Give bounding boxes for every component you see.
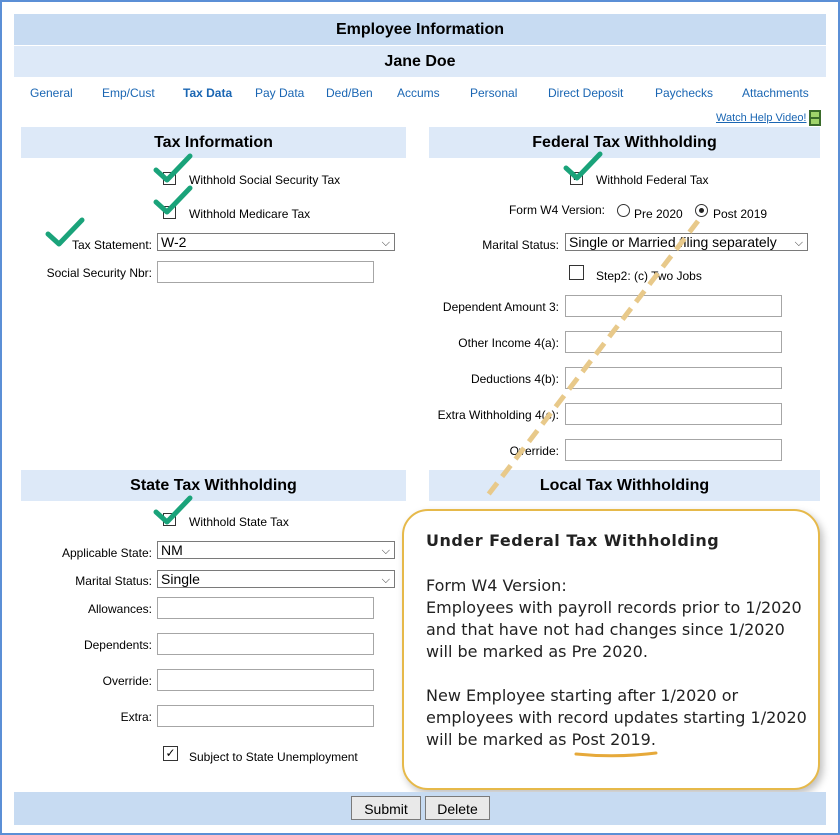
info-callout	[402, 509, 820, 790]
applicable-state-value: NM	[161, 542, 183, 558]
tax-statement-label: Tax Statement:	[71, 238, 152, 252]
tab-ded-ben[interactable]: Ded/Ben	[326, 86, 373, 100]
check-mark-icon	[152, 152, 194, 184]
state-marital-select[interactable]	[157, 570, 395, 588]
allowances-label: Allowances:	[87, 602, 152, 616]
federal-marital-value: Single or Married filing separately	[569, 234, 777, 250]
ssn-label: Social Security Nbr:	[46, 266, 152, 280]
tab-personal[interactable]: Personal	[470, 86, 518, 100]
withhold-state-label: Withhold State Tax	[189, 515, 289, 529]
w4-post2019-label: Post 2019	[713, 207, 768, 221]
withhold-federal-checkbox[interactable]: ✓	[571, 172, 582, 184]
check-mark-icon	[562, 150, 604, 182]
chevron-down-icon: ⌵	[381, 237, 390, 249]
withhold-ss-checkbox[interactable]: ✓	[164, 172, 175, 184]
tax-statement-select[interactable]	[157, 233, 395, 251]
chevron-down-icon: ⌵	[381, 545, 390, 557]
sui-label: Subject to State Unemployment	[189, 750, 358, 764]
underline-highlight	[574, 749, 658, 759]
federal-header: Federal Tax Withholding	[429, 127, 820, 158]
callout-connector	[480, 215, 710, 500]
page-title: Employee Information	[14, 14, 826, 45]
deductions-label: Deductions 4(b):	[470, 372, 559, 386]
sui-checkbox[interactable]: ✓	[163, 746, 178, 761]
chevron-down-icon: ⌵	[794, 237, 803, 249]
ssn-input[interactable]	[157, 261, 374, 283]
film-icon[interactable]	[808, 110, 822, 126]
dependents-input[interactable]	[157, 633, 374, 655]
state-override-label: Override:	[102, 674, 152, 688]
state-header: State Tax Withholding	[21, 470, 406, 501]
step2-two-jobs-label: Step2: (c) Two Jobs	[596, 269, 702, 283]
applicable-state-select[interactable]	[157, 541, 395, 559]
tab-tax-data[interactable]: Tax Data	[183, 86, 233, 100]
state-extra-label: Extra:	[120, 710, 152, 724]
callout-paragraph-2: New Employee starting after 1/2020 or employees with record updates starting 1/2020 will be marked as Post 2019.	[426, 686, 807, 749]
w4-version-label: Form W4 Version:	[508, 203, 605, 217]
employee-name: Jane Doe	[14, 46, 826, 77]
extra-withholding-label: Extra Withholding 4(c):	[437, 408, 559, 422]
chevron-down-icon: ⌵	[381, 574, 390, 586]
withhold-ss-label: Withhold Social Security Tax	[189, 173, 341, 187]
tab-accums[interactable]: Accums	[397, 86, 440, 100]
tab-general[interactable]: General	[30, 86, 73, 100]
check-mark-icon	[152, 494, 194, 526]
tax-information-header: Tax Information	[21, 127, 406, 158]
check-mark-icon	[152, 184, 194, 216]
tax-statement-value: W-2	[161, 234, 187, 250]
w4-pre2020-label: Pre 2020	[634, 207, 683, 221]
dependents-label: Dependents:	[83, 638, 152, 652]
allowances-input[interactable]	[157, 597, 374, 619]
callout-paragraph-1: Form W4 Version: Employees with payroll records prior to 1/2020 and that have not had changes since 1/2020 will be marked as Pre 2020.	[426, 576, 802, 661]
state-extra-input[interactable]	[157, 705, 374, 727]
tab-emp-cust[interactable]: Emp/Cust	[102, 86, 155, 100]
tab-pay-data[interactable]: Pay Data	[255, 86, 305, 100]
state-marital-label: Marital Status:	[75, 574, 152, 588]
tab-paychecks[interactable]: Paychecks	[655, 86, 714, 100]
withhold-state-checkbox[interactable]: ✓	[164, 513, 175, 525]
tab-attachments[interactable]: Attachments	[742, 86, 809, 100]
tab-direct-deposit[interactable]: Direct Deposit	[548, 86, 624, 100]
federal-override-label: Override:	[509, 444, 559, 458]
callout-title: Under Federal Tax Withholding	[426, 531, 720, 550]
help-video-link[interactable]: Watch Help Video!	[716, 112, 807, 124]
withhold-medicare-checkbox[interactable]: ✓	[164, 206, 175, 218]
withhold-federal-label: Withhold Federal Tax	[596, 173, 709, 187]
state-marital-value: Single	[161, 571, 200, 587]
federal-marital-label: Marital Status:	[482, 238, 559, 252]
withhold-medicare-label: Withhold Medicare Tax	[189, 207, 311, 221]
state-override-input[interactable]	[157, 669, 374, 691]
applicable-state-label: Applicable State:	[61, 546, 152, 560]
dependent-amount-label: Dependent Amount 3:	[442, 300, 559, 314]
delete-button[interactable]: Delete	[425, 796, 490, 820]
other-income-label: Other Income 4(a):	[458, 336, 559, 350]
local-header: Local Tax Withholding	[429, 470, 820, 501]
submit-button[interactable]: Submit	[351, 796, 421, 820]
